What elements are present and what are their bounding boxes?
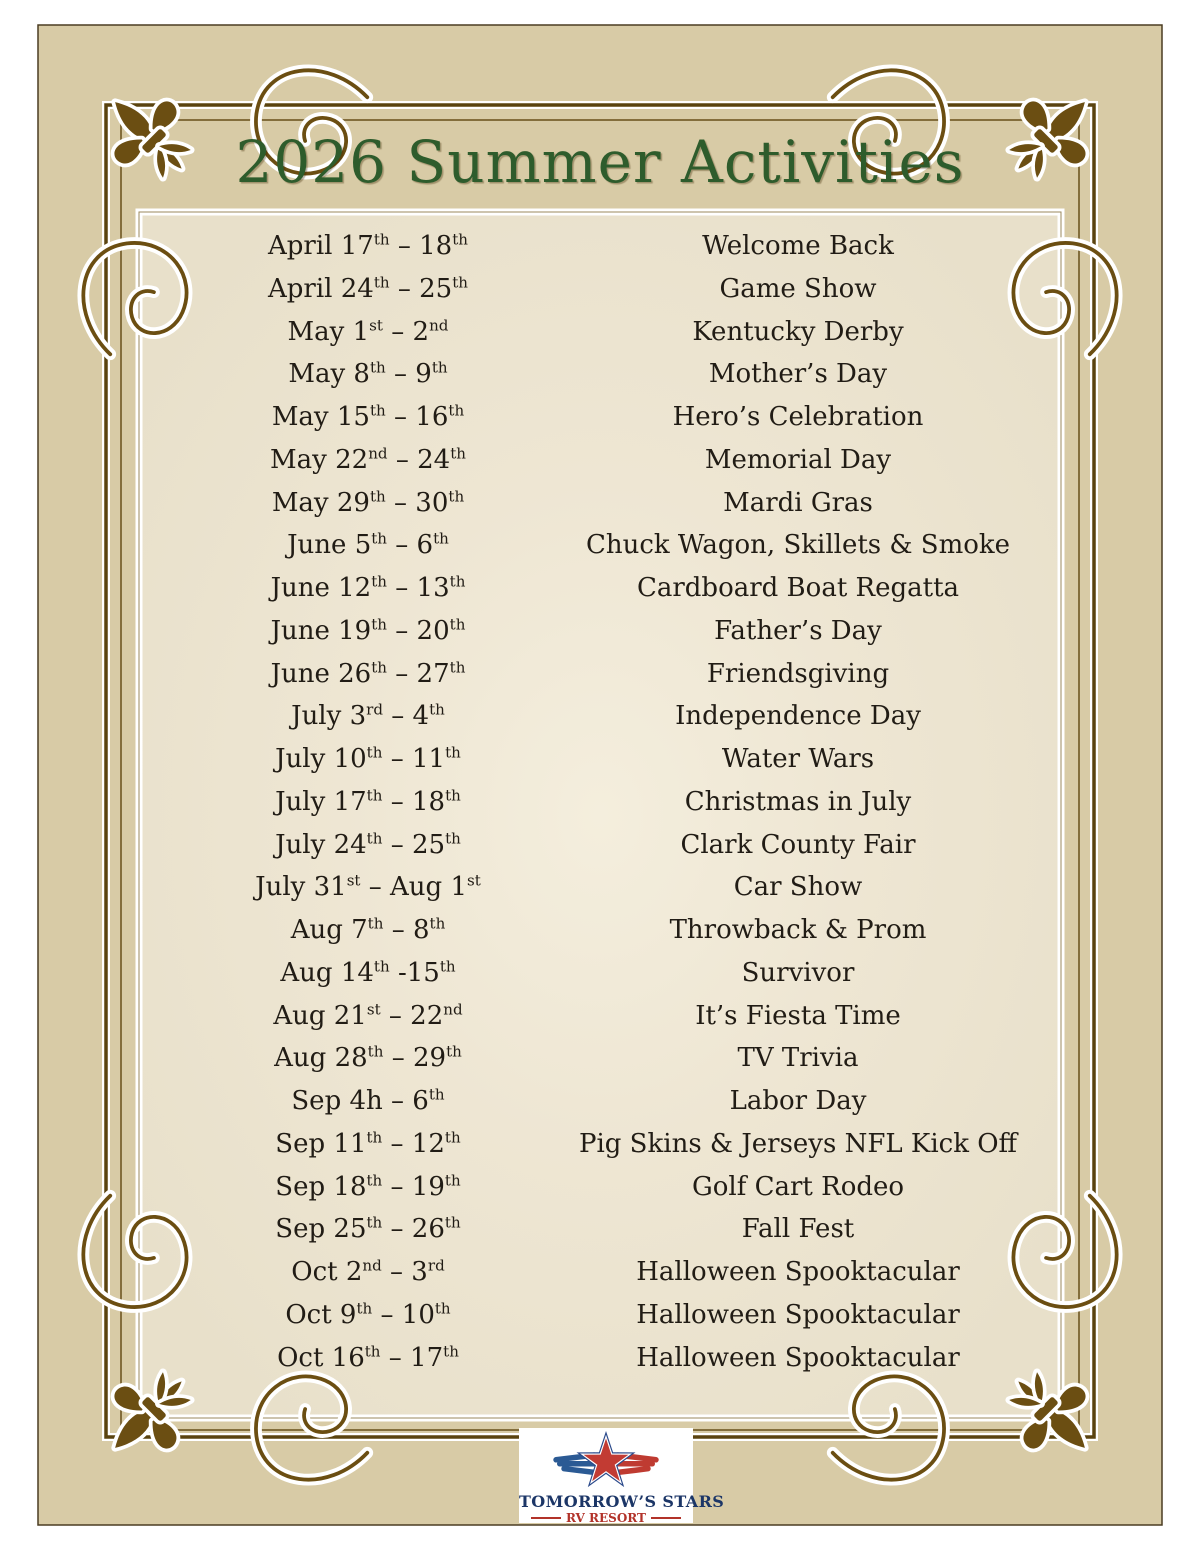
schedule-row — [0, 866, 1200, 909]
schedule-row — [0, 1123, 1200, 1166]
event-name: Pig Skins & Jerseys NFL Kick Off — [578, 1128, 1018, 1159]
event-date: June 12th – 13th — [270, 572, 466, 603]
resort-name: TOMORROW’S STARS — [519, 1492, 725, 1511]
event-name: Independence Day — [675, 701, 921, 732]
event-date: Sep 25th – 26th — [275, 1213, 461, 1245]
schedule-row — [0, 1080, 1200, 1123]
event-name: Survivor — [741, 957, 855, 988]
schedule-row — [0, 482, 1200, 525]
schedule-row — [0, 653, 1200, 696]
event-name: Labor Day — [729, 1086, 867, 1116]
event-date: May 29th – 30th — [271, 486, 465, 518]
event-name: Halloween Spooktacular — [636, 1342, 960, 1373]
schedule-row — [0, 268, 1200, 311]
resort-subtitle — [519, 1511, 693, 1525]
event-name: Welcome Back — [702, 231, 894, 261]
event-name: Throwback & Prom — [669, 915, 927, 945]
schedule-row — [0, 311, 1200, 354]
schedule-row — [0, 695, 1200, 738]
schedule-row — [0, 524, 1200, 567]
event-name: Clark County Fair — [680, 829, 916, 860]
schedule-row — [0, 781, 1200, 824]
star-wings-icon — [519, 1428, 693, 1494]
schedule-row — [0, 952, 1200, 995]
subtitle-rule-left — [531, 1517, 561, 1519]
schedule-row — [0, 909, 1200, 952]
event-name: Water Wars — [721, 744, 875, 774]
schedule-row — [0, 1208, 1200, 1251]
event-date: April 24th – 25th — [267, 273, 468, 304]
event-date: July 24th – 25th — [275, 828, 461, 860]
event-date: May 15th – 16th — [271, 401, 465, 432]
event-date: Aug 14th -15th — [280, 957, 456, 988]
event-name: Halloween Spooktacular — [636, 1257, 960, 1287]
event-name: Fall Fest — [741, 1214, 855, 1245]
event-date: May 22nd – 24th — [270, 444, 466, 475]
resort-subtitle-text: RV RESORT — [566, 1511, 646, 1525]
event-name: Mardi Gras — [723, 487, 873, 518]
event-name: Golf Cart Rodeo — [691, 1171, 905, 1202]
schedule-row — [0, 1037, 1200, 1080]
schedule-row — [0, 738, 1200, 781]
event-date: June 26th – 27th — [270, 657, 466, 689]
event-date: Aug 28th – 29th — [274, 1042, 462, 1074]
event-name: Memorial Day — [704, 444, 892, 475]
event-name: It’s Fiesta Time — [695, 1000, 901, 1031]
event-date: Oct 9th – 10th — [285, 1299, 451, 1330]
event-name: Father’s Day — [714, 615, 882, 646]
event-date: Oct 2nd – 3rd — [291, 1256, 445, 1287]
event-name: Game Show — [719, 273, 877, 304]
schedule-row — [0, 225, 1200, 268]
event-date: Oct 16th – 17th — [277, 1341, 459, 1373]
event-date: May 8th – 9th — [288, 358, 448, 390]
schedule-row — [0, 353, 1200, 396]
event-name: Cardboard Boat Regatta — [636, 573, 960, 603]
event-name: Kentucky Derby — [692, 316, 904, 347]
event-date: July 17th – 18th — [275, 786, 461, 817]
event-date: June 5th – 6th — [287, 529, 449, 561]
schedule-row — [0, 567, 1200, 610]
schedule-row — [0, 1251, 1200, 1294]
schedule-row — [0, 610, 1200, 653]
event-date: July 10th – 11th — [275, 743, 461, 774]
event-name: Halloween Spooktacular — [636, 1299, 960, 1330]
event-date: May 1st – 2nd — [287, 315, 449, 347]
schedule-row — [0, 995, 1200, 1038]
schedule-row — [0, 439, 1200, 482]
schedule-row — [0, 1294, 1200, 1337]
event-name: Christmas in July — [684, 786, 912, 817]
event-date: April 17th – 18th — [267, 230, 468, 261]
subtitle-rule-right — [651, 1517, 681, 1519]
event-date: July 31st – Aug 1st — [255, 871, 481, 903]
schedule-row — [0, 1337, 1200, 1380]
event-name: Friendsgiving — [706, 658, 890, 689]
schedule-row — [0, 824, 1200, 867]
event-name: Mother’s Day — [708, 359, 888, 390]
schedule-row — [0, 1166, 1200, 1209]
schedule-row — [0, 396, 1200, 439]
event-date: Sep 11th – 12th — [275, 1128, 461, 1159]
event-name: Hero’s Celebration — [672, 402, 924, 432]
event-name: Car Show — [733, 872, 863, 903]
event-date: Sep 18th – 19th — [275, 1170, 461, 1202]
event-date: June 19th – 20th — [270, 615, 466, 646]
resort-logo — [519, 1428, 725, 1525]
event-date: Sep 4h – 6th — [291, 1085, 445, 1116]
event-date: Aug 21st – 22nd — [273, 999, 463, 1031]
event-name: TV Trivia — [737, 1043, 859, 1074]
schedule-list — [0, 225, 1200, 1379]
event-date: Aug 7th – 8th — [290, 914, 446, 945]
page-title: 2026 Summer Activities — [235, 128, 965, 196]
event-date: July 3rd – 4th — [291, 700, 445, 732]
event-name: Chuck Wagon, Skillets & Smoke — [585, 530, 1011, 561]
